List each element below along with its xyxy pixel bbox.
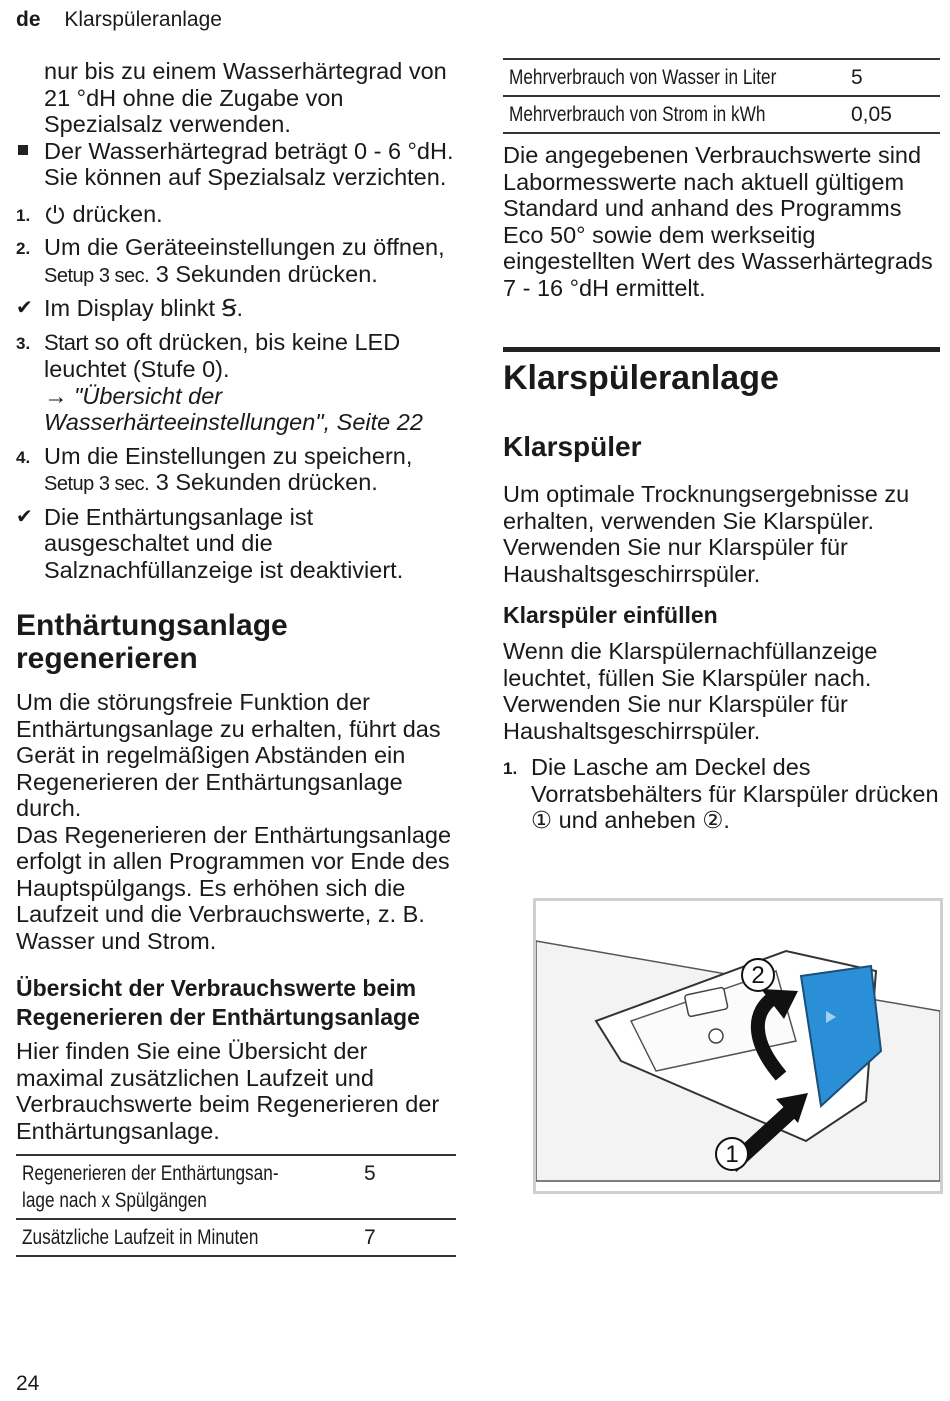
page-header bbox=[16, 8, 222, 32]
cross-reference-link[interactable]: → "Übersicht der Wasserhärteeinstellungen", Seite 22 bbox=[44, 382, 423, 435]
table-cell-label bbox=[16, 1219, 358, 1256]
table-cell-value: 0,05 bbox=[851, 103, 892, 126]
bullet-text: Der Wasserhärtegrad beträgt 0 - 6 °dH. Sie können auf Spezialsalz verzichten. bbox=[44, 137, 454, 190]
table-row bbox=[16, 1219, 456, 1256]
step-text: Um die Einstellungen zu speichern, bbox=[44, 442, 413, 469]
step-number: 3. bbox=[16, 333, 31, 353]
heading-fill: Klarspüler einfüllen bbox=[503, 602, 718, 628]
consumption-table bbox=[503, 58, 940, 134]
regen-paragraph-1: Um die störungsfreie Funktion der Enthärtungsanlage zu erhalten, führt das Gerät in regelmäßigen Abständen ein Regenerieren der Enthärtungsanlage durch. bbox=[16, 689, 441, 821]
step-4 bbox=[16, 443, 456, 498]
label-line: lage nach x Spülgängen bbox=[22, 1189, 207, 1212]
step-3 bbox=[16, 329, 456, 436]
language-tag: de bbox=[16, 8, 41, 31]
square-bullet-icon bbox=[18, 145, 28, 155]
step-text: so oft drücken, bis keine LED leuchtet (Stufe 0). bbox=[44, 328, 401, 382]
figure-label-2: 2 bbox=[751, 962, 765, 989]
step-text: Die Lasche am Deckel des Vorratsbehälters für Klarspüler drücken ① und anheben ②. bbox=[531, 754, 939, 833]
regen-table bbox=[16, 1154, 456, 1257]
check-text: Die Enthärtungsanlage ist ausgeschaltet und die Salznachfüllanzeige ist deaktiviert. bbox=[44, 503, 404, 583]
label-line: Mehrverbrauch von Strom in kWh bbox=[509, 103, 766, 126]
step-number: 1. bbox=[16, 205, 31, 225]
overview-paragraph: Hier finden Sie eine Übersicht der maximal zusätzlichen Laufzeit und Verbrauchswerte beim Regenerieren der Enthärtungsanlage. bbox=[16, 1038, 440, 1144]
display-symbol: Ꞩ. bbox=[221, 295, 244, 321]
step-1 bbox=[16, 201, 456, 228]
table-cell-label bbox=[16, 1155, 358, 1219]
regen-paragraph-2: Das Regenerieren der Enthärtungsanlage erfolgt in allen Programmen vor Ende des Hauptspülgangs. Es erhöhen sich die Laufzeit und die Verbrauchswerte, z. B. Wasser und Strom. bbox=[16, 821, 452, 954]
rinse-paragraph-2: Verwenden Sie nur Klarspüler für Haushaltsgeschirrspüler. bbox=[503, 534, 848, 587]
fill-paragraph: Wenn die Klarspülernachfüllanzeige leuchtet, füllen Sie Klarspüler nach. Verwenden Sie nur Klarspüler für Haushaltsgeschirrspüler. bbox=[503, 638, 878, 744]
start-key-label: Start bbox=[44, 329, 88, 355]
power-icon bbox=[44, 203, 66, 225]
label-line: Zusätzliche Laufzeit in Minuten bbox=[22, 1226, 259, 1249]
step-text: Um die Geräteeinstellungen zu öffnen, bbox=[44, 234, 445, 260]
step-number: 1. bbox=[503, 759, 518, 778]
setup-key-label: Setup 3 sec. bbox=[44, 264, 150, 287]
step-number: 2. bbox=[16, 239, 31, 258]
section-divider bbox=[503, 347, 940, 352]
table-row bbox=[503, 96, 940, 133]
step-2 bbox=[16, 234, 456, 289]
figure-label-1: 1 bbox=[725, 1141, 739, 1168]
checkmark-icon: ✔ bbox=[16, 297, 33, 319]
step-number: 4. bbox=[16, 447, 31, 467]
right-column bbox=[503, 58, 940, 834]
label-line: Regenerieren der Enthärtungsan- bbox=[22, 1162, 279, 1185]
dispenser-drawing bbox=[536, 901, 940, 1191]
left-column bbox=[16, 58, 456, 1257]
table-cell-label bbox=[503, 59, 845, 96]
rinse-aid-illustration bbox=[533, 898, 943, 1194]
step-text: 3 Sekunden drücken. bbox=[155, 260, 378, 287]
table-row bbox=[16, 1155, 456, 1219]
table-cell-label bbox=[503, 96, 845, 133]
page-number: 24 bbox=[16, 1372, 40, 1395]
step-text: drücken. bbox=[72, 200, 163, 227]
consumption-note: Die angegebenen Verbrauchswerte sind Labormesswerte nach aktuell gültigem Standard und anhand des Programms Eco 50° sowie dem werkseitig eingestellten Wert des Wasserhärtegrads 7 - 16 °dH ermittelt. bbox=[503, 142, 933, 301]
heading-regenerate: Enthärtungsanlage regenerieren bbox=[16, 609, 288, 675]
table-cell-value: 5 bbox=[851, 66, 863, 89]
setup-key-label: Setup 3 sec. bbox=[44, 473, 150, 495]
heading-overview: Übersicht der Verbrauchswerte beim Regenerieren der Enthärtungsanlage bbox=[16, 975, 420, 1030]
check-result-2 bbox=[16, 504, 456, 584]
rinse-paragraph-1: Um optimale Trocknungsergebnisse zu erhalten, verwenden Sie Klarspüler. bbox=[503, 481, 910, 534]
heading-subsection: Klarspüler bbox=[503, 431, 642, 462]
table-row bbox=[503, 59, 940, 96]
step-text: 3 Sekunden drücken. bbox=[155, 469, 378, 495]
intro-continuation: nur bis zu einem Wasserhärtegrad von 21 °dH ohne die Zugabe von Spezialsalz verwenden. bbox=[44, 58, 447, 137]
check-result-1 bbox=[16, 295, 456, 322]
header-title: Klarspüleranlage bbox=[64, 8, 222, 31]
check-text: Im Display blinkt bbox=[44, 295, 216, 321]
checkmark-icon: ✔ bbox=[16, 505, 33, 528]
table-cell-value: 7 bbox=[364, 1226, 376, 1249]
heading-section: Klarspüleranlage bbox=[503, 359, 779, 397]
table-cell-value: 5 bbox=[364, 1162, 376, 1185]
bullet-item bbox=[16, 138, 456, 191]
label-line: Mehrverbrauch von Wasser in Liter bbox=[509, 66, 777, 89]
fill-step-1 bbox=[503, 754, 940, 834]
